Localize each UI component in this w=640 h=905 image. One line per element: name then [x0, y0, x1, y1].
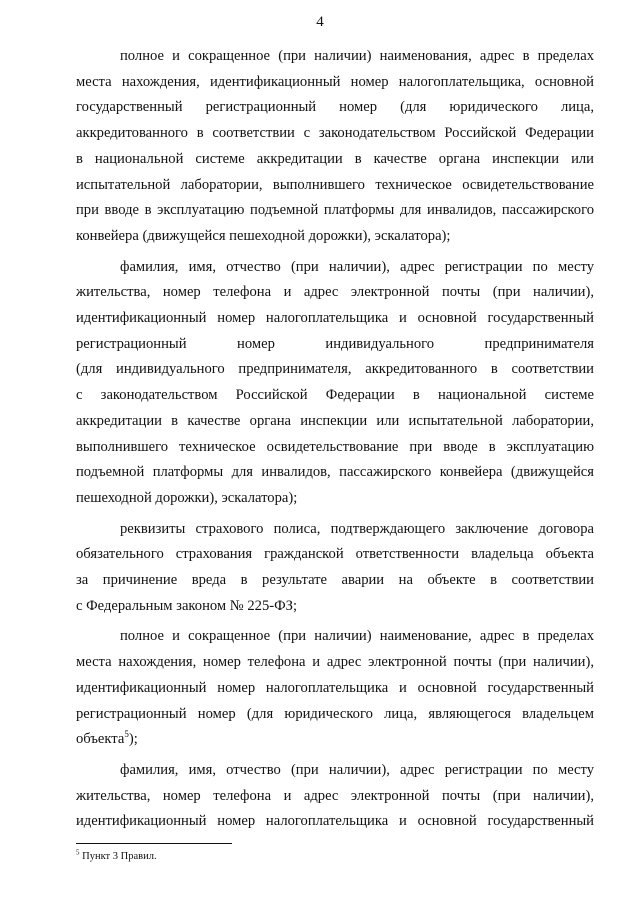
paragraph	[76, 624, 594, 753]
text-line-content: места нахождения, идентификационный номер налогоплательщика, основной	[76, 73, 594, 90]
text-line	[76, 435, 594, 461]
text-line	[76, 727, 594, 753]
text-line	[76, 809, 594, 835]
text-line-content: полное и сокращенное (при наличии) наименование, адрес в пределах	[120, 628, 594, 645]
text-line	[76, 306, 594, 332]
text-line	[76, 224, 594, 250]
text-line	[76, 198, 594, 224]
text-line	[76, 594, 594, 620]
footnote-text: Пункт 3 Правил.	[82, 851, 157, 862]
text-line	[76, 70, 594, 96]
text-line-content: испытательной лаборатории, выполнившего техническое освидетельствование	[76, 176, 594, 193]
text-line	[76, 460, 594, 486]
footnote	[76, 848, 157, 862]
text-line	[76, 121, 594, 147]
text-line	[76, 568, 594, 594]
text-line-content: идентификационный номер налогоплательщика и основной государственный	[76, 679, 594, 696]
text-line-content: фамилия, имя, отчество (при наличии), адрес регистрации по месту	[120, 761, 594, 778]
text-line-content: в национальной системе аккредитации в качестве органа инспекции или	[76, 150, 594, 167]
text-line	[76, 173, 594, 199]
text-line-content: (для индивидуального предпринимателя, аккредитованного в соответствии	[76, 361, 594, 378]
paragraph	[76, 517, 594, 620]
text-line	[76, 332, 594, 358]
page-number: 4	[316, 14, 324, 30]
text-line	[76, 383, 594, 409]
text-line	[76, 486, 594, 512]
text-line	[76, 357, 594, 383]
footnote-divider	[76, 843, 232, 844]
text-line-content: объекта	[76, 731, 125, 748]
text-line-content: аккредитации в качестве органа инспекции или испытательной лаборатории,	[76, 412, 594, 429]
text-line-content: подъемной платформы для инвалидов, пассажирского конвейера (движущейся	[76, 464, 594, 481]
paragraph	[76, 758, 594, 835]
footnote-reference: 5	[124, 729, 129, 740]
text-line	[76, 517, 594, 543]
text-line	[76, 255, 594, 281]
text-line-content: идентификационный номер налогоплательщика и основной государственный	[76, 813, 594, 830]
text-line	[76, 702, 594, 728]
text-line-content: жительства, номер телефона и адрес электронной почты (при наличии),	[76, 284, 594, 301]
text-line	[76, 650, 594, 676]
text-line	[76, 44, 594, 70]
text-line	[76, 147, 594, 173]
text-line-content: при вводе в эксплуатацию подъемной платформы для инвалидов, пассажирского	[76, 202, 594, 219]
text-line	[76, 95, 594, 121]
text-line-content: фамилия, имя, отчество (при наличии), адрес регистрации по месту	[120, 258, 594, 275]
text-line-content: реквизиты страхового полиса, подтверждающего заключение договора	[120, 520, 594, 537]
text-line-content: обязательного страхования гражданской ответственности владельца объекта	[76, 546, 594, 563]
text-line-content: места нахождения, номер телефона и адрес электронной почты (при наличии),	[76, 654, 594, 671]
text-line-content: с законодательством Российской Федерации в национальной системе	[76, 387, 594, 404]
text-line	[76, 624, 594, 650]
text-line-tail: );	[128, 731, 138, 748]
text-line-content: регистрационный номер (для юридического лица, являющегося владельцем	[76, 705, 594, 722]
text-line-content: полное и сокращенное (при наличии) наименования, адрес в пределах	[120, 48, 594, 64]
paragraph	[76, 44, 594, 250]
text-line-content: пешеходной дорожки), эскалатора);	[76, 489, 298, 506]
text-line-content: за причинение вреда в результате аварии на объекте в соответствии	[76, 572, 594, 589]
footnote-marker: 5	[76, 848, 80, 857]
paragraph	[76, 255, 594, 512]
document-body	[76, 44, 594, 840]
text-line	[76, 409, 594, 435]
text-line	[76, 784, 594, 810]
text-line-content: с Федеральным законом № 225-ФЗ;	[76, 597, 298, 614]
text-line	[76, 758, 594, 784]
text-line	[76, 280, 594, 306]
text-line	[76, 542, 594, 568]
text-line-content: регистрационный номер индивидуального предпринимателя	[76, 335, 594, 352]
text-line-content: аккредитованного в соответствии с законодательством Российской Федерации	[76, 125, 594, 142]
text-line-content: конвейера (движущейся пешеходной дорожки), эскалатора);	[76, 227, 451, 244]
text-line-content: государственный регистрационный номер (для юридического лица,	[76, 99, 594, 116]
text-line-content: идентификационный номер налогоплательщика и основной государственный	[76, 310, 594, 327]
text-line	[76, 676, 594, 702]
text-line-content: выполнившего техническое освидетельствование при вводе в эксплуатацию	[76, 438, 594, 455]
text-line-content: жительства, номер телефона и адрес электронной почты (при наличии),	[76, 787, 594, 804]
